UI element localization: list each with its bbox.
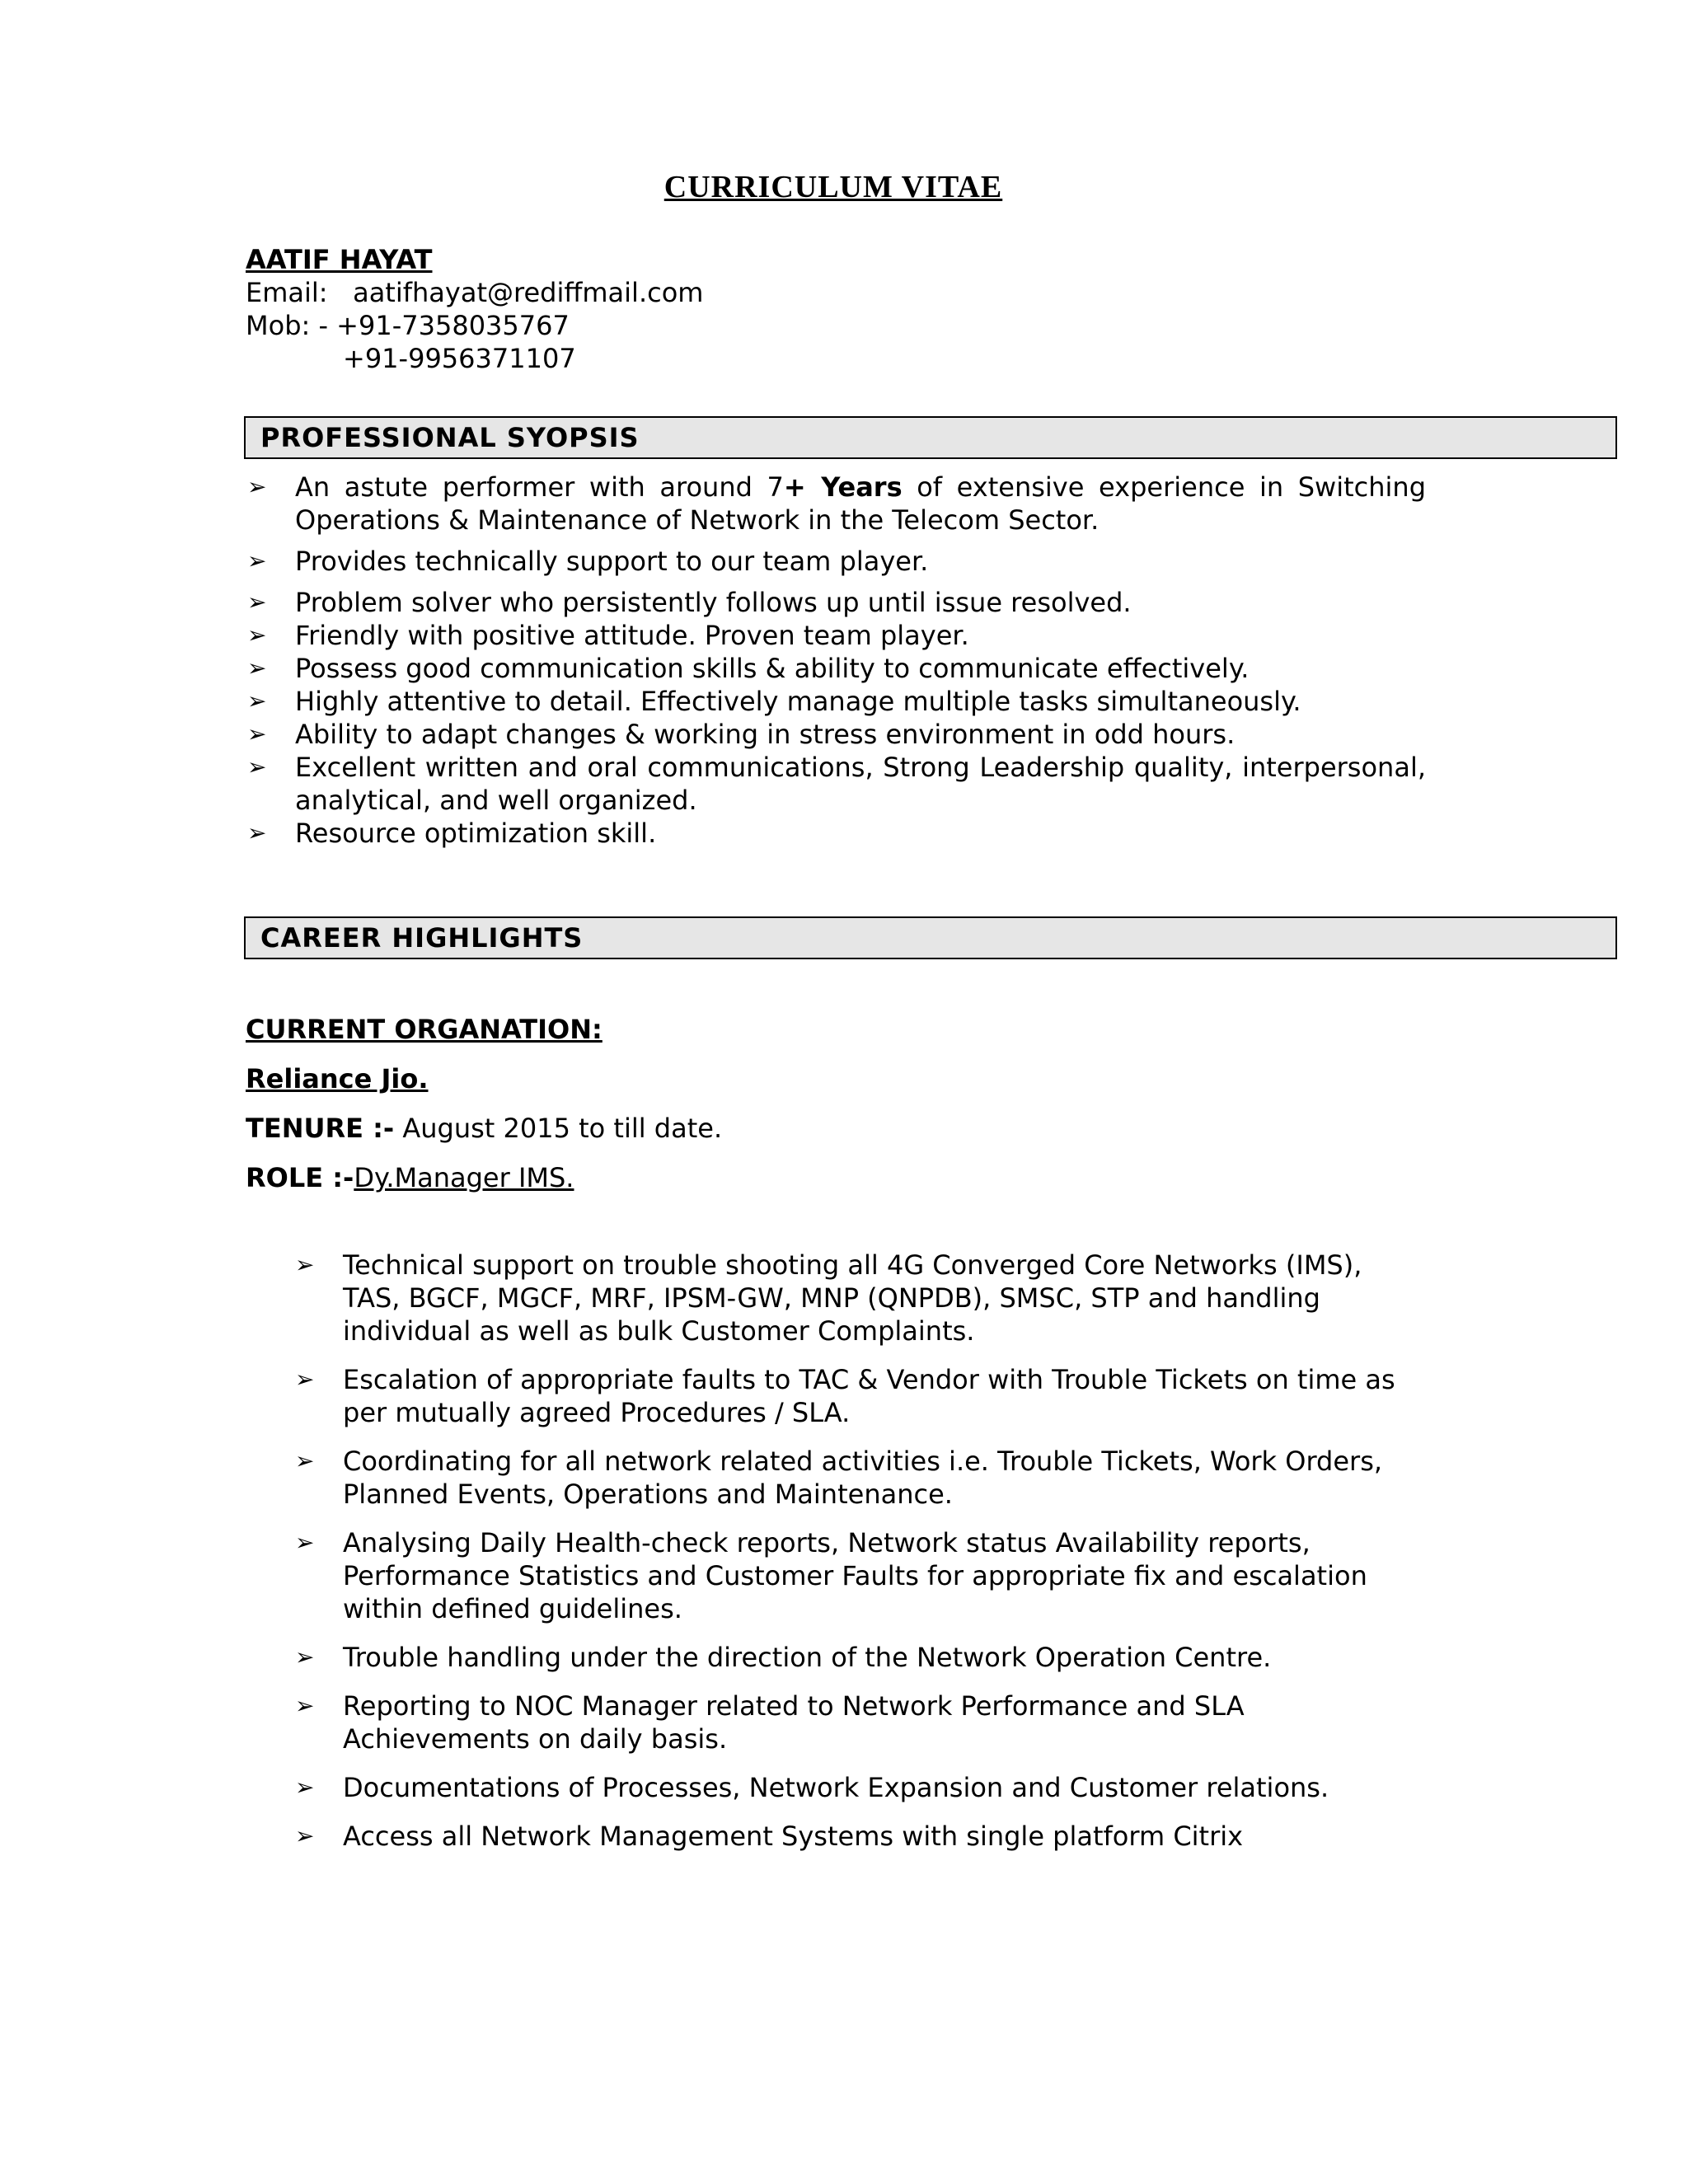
arrowhead-bullet-icon: ➢ bbox=[247, 753, 267, 780]
responsibility-text: Analysing Daily Health-check reports, Network status Availability reports, Performance Statistics and Customer Faults for appropriate fix and escalation within defined guidelines. bbox=[343, 1527, 1367, 1624]
arrowhead-bullet-icon: ➢ bbox=[247, 588, 267, 616]
arrowhead-bullet-icon: ➢ bbox=[295, 1692, 315, 1719]
responsibility-text: Technical support on trouble shooting all 4G Converged Core Networks (IMS), TAS, BGCF, MGCF, MRF, IPSM-GW, MNP (QNPDB), SMSC, STP and handling individual as well as bulk Customer Complaints. bbox=[343, 1249, 1362, 1347]
current-organization-label: CURRENT ORGANATION: bbox=[246, 1014, 603, 1045]
arrowhead-bullet-icon: ➢ bbox=[295, 1251, 315, 1278]
list-item bbox=[247, 685, 1426, 718]
arrowhead-bullet-icon: ➢ bbox=[295, 1822, 315, 1849]
responsibilities-list bbox=[295, 1249, 1416, 1868]
email-row bbox=[246, 276, 703, 309]
arrowhead-bullet-icon: ➢ bbox=[247, 819, 267, 846]
synopsis-list bbox=[247, 471, 1426, 850]
arrowhead-bullet-icon: ➢ bbox=[295, 1774, 315, 1801]
arrowhead-bullet-icon: ➢ bbox=[247, 473, 267, 500]
list-item bbox=[247, 751, 1426, 817]
list-item bbox=[247, 652, 1426, 685]
list-item bbox=[247, 471, 1426, 537]
arrowhead-bullet-icon: ➢ bbox=[295, 1643, 315, 1671]
synopsis-item-text: Excellent written and oral communications, Strong Leadership quality, interpersonal, analytical, and well organized. bbox=[295, 752, 1426, 816]
list-item bbox=[247, 545, 1426, 578]
career-heading-box bbox=[244, 916, 1617, 959]
list-item bbox=[295, 1363, 1416, 1429]
responsibility-text: Access all Network Management Systems with single platform Citrix bbox=[343, 1821, 1244, 1852]
synopsis-item-text: Ability to adapt changes & working in stress environment in odd hours. bbox=[295, 719, 1236, 750]
mobile-label: Mob: - bbox=[246, 310, 328, 341]
career-heading: CAREER HIGHLIGHTS bbox=[260, 922, 584, 954]
arrowhead-bullet-icon: ➢ bbox=[295, 1447, 315, 1474]
mobile-row-2 bbox=[246, 342, 703, 375]
arrowhead-bullet-icon: ➢ bbox=[247, 547, 267, 574]
phone-2: +91-9956371107 bbox=[343, 343, 576, 374]
phone-1: +91-7358035767 bbox=[336, 310, 570, 341]
arrowhead-bullet-icon: ➢ bbox=[247, 720, 267, 748]
list-item bbox=[247, 619, 1426, 652]
synopsis-item-text: Highly attentive to detail. Effectively manage multiple tasks simultaneously. bbox=[295, 686, 1301, 717]
synopsis-item-1-text: An astute performer with around 7 bbox=[295, 471, 784, 503]
list-item bbox=[295, 1820, 1416, 1853]
list-item bbox=[247, 718, 1426, 751]
synopsis-item-text: Problem solver who persistently follows up until issue resolved. bbox=[295, 587, 1132, 618]
list-item bbox=[295, 1249, 1416, 1347]
responsibility-text: Trouble handling under the direction of the Network Operation Centre. bbox=[343, 1642, 1272, 1673]
list-item bbox=[295, 1641, 1416, 1674]
synopsis-item-1-text-rest: of extensive experience in Switching Operations & Maintenance of Network in the Telecom Sector. bbox=[295, 471, 1427, 536]
synopsis-item-text: Resource optimization skill. bbox=[295, 818, 657, 849]
tenure-label: TENURE :- bbox=[246, 1113, 395, 1144]
list-item bbox=[295, 1526, 1416, 1625]
list-item bbox=[247, 817, 1426, 850]
arrowhead-bullet-icon: ➢ bbox=[295, 1366, 315, 1393]
email-label: Email: bbox=[246, 277, 328, 308]
arrowhead-bullet-icon: ➢ bbox=[247, 654, 267, 682]
list-item bbox=[295, 1771, 1416, 1804]
synopsis-item-text: Friendly with positive attitude. Proven team player. bbox=[295, 620, 969, 651]
document-title: CURRICULUM VITAE bbox=[663, 170, 1003, 204]
role-row bbox=[246, 1162, 574, 1193]
contact-block bbox=[246, 243, 703, 375]
list-item bbox=[295, 1690, 1416, 1755]
mobile-row bbox=[246, 309, 703, 342]
role-label: ROLE :- bbox=[246, 1162, 354, 1193]
synopsis-item-1-bold: + Years bbox=[783, 471, 903, 503]
email-value: aatifhayat@rediffmail.com bbox=[353, 277, 704, 308]
arrowhead-bullet-icon: ➢ bbox=[247, 687, 267, 715]
synopsis-heading: PROFESSIONAL SYOPSIS bbox=[260, 422, 640, 453]
arrowhead-bullet-icon: ➢ bbox=[247, 621, 267, 649]
synopsis-heading-box bbox=[244, 416, 1617, 459]
synopsis-item-text: Provides technically support to our team player. bbox=[295, 546, 929, 577]
tenure-row bbox=[246, 1113, 722, 1144]
candidate-name: AATIF HAYAT bbox=[246, 244, 433, 275]
responsibility-text: Reporting to NOC Manager related to Network Performance and SLA Achievements on daily basis. bbox=[343, 1690, 1245, 1755]
responsibility-text: Coordinating for all network related activities i.e. Trouble Tickets, Work Orders, Planned Events, Operations and Maintenance. bbox=[343, 1446, 1383, 1510]
arrowhead-bullet-icon: ➢ bbox=[295, 1529, 315, 1556]
list-item bbox=[295, 1445, 1416, 1511]
organization-name: Reliance Jio. bbox=[246, 1063, 429, 1094]
role-value: Dy.Manager IMS. bbox=[354, 1162, 574, 1193]
responsibility-text: Escalation of appropriate faults to TAC & Vendor with Trouble Tickets on time as per mutually agreed Procedures / SLA. bbox=[343, 1364, 1395, 1428]
tenure-value: August 2015 to till date. bbox=[394, 1113, 723, 1144]
synopsis-item-text: Possess good communication skills & ability to communicate effectively. bbox=[295, 653, 1250, 684]
responsibility-text: Documentations of Processes, Network Expansion and Customer relations. bbox=[343, 1772, 1329, 1803]
list-item bbox=[247, 586, 1426, 619]
